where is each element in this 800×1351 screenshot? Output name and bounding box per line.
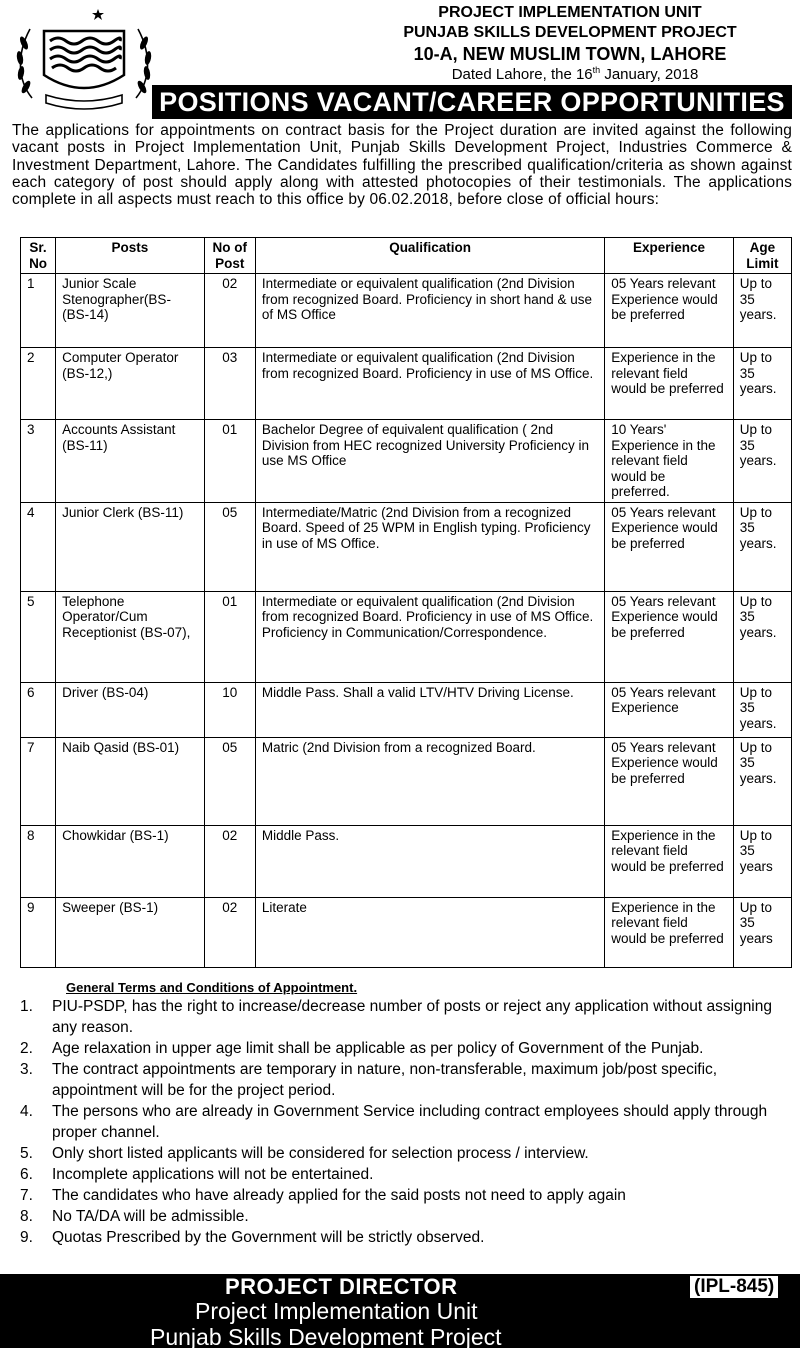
list-item xyxy=(20,996,790,1038)
table-row xyxy=(21,897,792,967)
footer-project: Punjab Skills Development Project xyxy=(150,1324,502,1350)
cell-no-of-post: 10 xyxy=(204,682,255,737)
term-text: Incomplete applications will not be entertained. xyxy=(52,1166,374,1183)
page-title-banner: POSITIONS VACANT/CAREER OPPORTUNITIES xyxy=(152,85,792,119)
cell-sr-no: 8 xyxy=(21,825,56,897)
cell-no-of-post: 05 xyxy=(204,502,255,591)
cell-sr-no: 7 xyxy=(21,737,56,825)
term-text: Only short listed applicants will be considered for selection process / interview. xyxy=(52,1145,589,1162)
table-row xyxy=(21,274,792,348)
cell-experience: 05 Years relevant Experience would be preferred xyxy=(605,274,734,348)
terms-title: General Terms and Conditions of Appointment. xyxy=(66,980,358,995)
cell-experience: 10 Years' Experience in the relevant field would be preferred. xyxy=(605,420,734,503)
cell-post: Accounts Assistant (BS-11) xyxy=(56,420,205,503)
table-row xyxy=(21,591,792,682)
list-item xyxy=(20,1143,790,1164)
cell-qualification: Intermediate or equivalent qualification (2nd Division from recognized Board. Proficiency in short hand & use of MS Office xyxy=(255,274,604,348)
table-row xyxy=(21,825,792,897)
header-address: 10-A, NEW MUSLIM TOWN, LAHORE xyxy=(413,44,727,64)
cell-qualification: Literate xyxy=(255,897,604,967)
cell-post: Driver (BS-04) xyxy=(56,682,205,737)
term-number: 8. xyxy=(20,1208,33,1225)
term-text: The persons who are already in Government Service including contract employees should apply through proper channel. xyxy=(52,1103,768,1141)
cell-sr-no: 6 xyxy=(21,682,56,737)
cell-sr-no: 1 xyxy=(21,274,56,348)
list-item xyxy=(20,1059,790,1101)
list-item xyxy=(20,1185,790,1206)
cell-sr-no: 2 xyxy=(21,348,56,420)
header-project-name: PUNJAB SKILLS DEVELOPMENT PROJECT xyxy=(403,24,737,41)
table-row xyxy=(21,420,792,503)
term-number: 1. xyxy=(20,998,33,1015)
positions-table xyxy=(20,237,792,968)
cell-post: Computer Operator (BS-12,) xyxy=(56,348,205,420)
header-qualification: Qualification xyxy=(255,238,604,274)
footer-signature-block xyxy=(0,1274,800,1348)
cell-sr-no: 3 xyxy=(21,420,56,503)
cell-post: Chowkidar (BS-1) xyxy=(56,825,205,897)
table-row xyxy=(21,502,792,591)
cell-age-limit: Up to 35 years. xyxy=(733,591,791,682)
cell-experience: Experience in the relevant field would be preferred xyxy=(605,825,734,897)
cell-no-of-post: 01 xyxy=(204,591,255,682)
footer-unit: Project Implementation Unit xyxy=(195,1298,478,1324)
footer-ad-code: (IPL-845) xyxy=(690,1276,778,1298)
cell-age-limit: Up to 35 years. xyxy=(733,502,791,591)
cell-sr-no: 5 xyxy=(21,591,56,682)
term-number: 4. xyxy=(20,1103,33,1120)
term-text: PIU-PSDP, has the right to increase/decrease number of posts or reject any application without assigning any reason. xyxy=(52,998,772,1036)
punjab-government-emblem-icon xyxy=(10,3,158,115)
term-number: 9. xyxy=(20,1229,33,1246)
term-number: 2. xyxy=(20,1040,33,1057)
term-number: 3. xyxy=(20,1061,33,1078)
cell-post: Junior Scale Stenographer(BS-(BS-14) xyxy=(56,274,205,348)
list-item xyxy=(20,1206,790,1227)
cell-age-limit: Up to 35 years xyxy=(733,825,791,897)
cell-age-limit: Up to 35 years. xyxy=(733,348,791,420)
cell-post: Telephone Operator/Cum Receptionist (BS-07), xyxy=(56,591,205,682)
header-posts: Posts xyxy=(56,238,205,274)
term-text: Age relaxation in upper age limit shall be applicable as per policy of Government of the Punjab. xyxy=(52,1040,704,1057)
cell-no-of-post: 02 xyxy=(204,825,255,897)
cell-post: Junior Clerk (BS-11) xyxy=(56,502,205,591)
cell-post: Sweeper (BS-1) xyxy=(56,897,205,967)
cell-experience: Experience in the relevant field would be preferred xyxy=(605,897,734,967)
cell-no-of-post: 01 xyxy=(204,420,255,503)
cell-experience: Experience in the relevant field would be preferred xyxy=(605,348,734,420)
cell-sr-no: 4 xyxy=(21,502,56,591)
cell-qualification: Intermediate/Matric (2nd Division from a recognized Board. Speed of 25 WPM in English typing. Proficiency in use of MS Office. xyxy=(255,502,604,591)
cell-age-limit: Up to 35 years. xyxy=(733,682,791,737)
term-text: No TA/DA will be admissible. xyxy=(52,1208,249,1225)
cell-age-limit: Up to 35 years. xyxy=(733,274,791,348)
list-item xyxy=(20,1164,790,1185)
cell-no-of-post: 02 xyxy=(204,897,255,967)
cell-experience: 05 Years relevant Experience would be preferred xyxy=(605,591,734,682)
header-sr-no: Sr. No xyxy=(21,238,56,274)
header-unit-name: PROJECT IMPLEMENTATION UNIT xyxy=(438,4,702,21)
table-header-row xyxy=(21,238,792,274)
header-experience: Experience xyxy=(605,238,734,274)
cell-no-of-post: 03 xyxy=(204,348,255,420)
header-no-of-post: No of Post xyxy=(204,238,255,274)
cell-qualification: Middle Pass. xyxy=(255,825,604,897)
cell-age-limit: Up to 35 years. xyxy=(733,420,791,503)
cell-experience: 05 Years relevant Experience would be preferred xyxy=(605,502,734,591)
table-row xyxy=(21,348,792,420)
cell-no-of-post: 02 xyxy=(204,274,255,348)
cell-qualification: Intermediate or equivalent qualification (2nd Division from recognized Board. Proficiency in use of MS Office. Proficiency in Communication/Correspondence. xyxy=(255,591,604,682)
cell-qualification: Matric (2nd Division from a recognized Board. xyxy=(255,737,604,825)
terms-list xyxy=(20,996,790,1248)
header-age-limit: Age Limit xyxy=(733,238,791,274)
term-number: 7. xyxy=(20,1187,33,1204)
cell-post: Naib Qasid (BS-01) xyxy=(56,737,205,825)
term-text: Quotas Prescribed by the Government will be strictly observed. xyxy=(52,1229,485,1246)
term-text: The candidates who have already applied for the said posts not need to apply again xyxy=(52,1187,626,1204)
table-row xyxy=(21,737,792,825)
list-item xyxy=(20,1101,790,1143)
list-item xyxy=(20,1038,790,1059)
cell-no-of-post: 05 xyxy=(204,737,255,825)
cell-experience: 05 Years relevant Experience would be preferred xyxy=(605,737,734,825)
list-item xyxy=(20,1227,790,1248)
footer-title: PROJECT DIRECTOR xyxy=(225,1274,458,1299)
intro-paragraph: The applications for appointments on contract basis for the Project duration are invited against the following vacant posts in Project Implementation Unit, Punjab Skills Development Project, Industries Commerce & Investment Department, Lahore. The Candidates fulfilling the prescribed qualification/criteria as shown against each category of post should apply along with attested photocopies of their testimonials. The applications complete in all aspects must reach to this office by 06.02.2018, before close of official hours: xyxy=(12,122,792,209)
cell-age-limit: Up to 35 years xyxy=(733,897,791,967)
term-number: 5. xyxy=(20,1145,33,1162)
term-number: 6. xyxy=(20,1166,33,1183)
cell-sr-no: 9 xyxy=(21,897,56,967)
cell-qualification: Middle Pass. Shall a valid LTV/HTV Driving License. xyxy=(255,682,604,737)
header-date: Dated Lahore, the 16th January, 2018 xyxy=(451,65,699,83)
cell-qualification: Bachelor Degree of equivalent qualification ( 2nd Division from HEC recognized University Proficiency in use MS Office xyxy=(255,420,604,503)
cell-experience: 05 Years relevant Experience xyxy=(605,682,734,737)
cell-qualification: Intermediate or equivalent qualification (2nd Division from recognized Board. Proficiency in use of MS Office. xyxy=(255,348,604,420)
table-row xyxy=(21,682,792,737)
cell-age-limit: Up to 35 years. xyxy=(733,737,791,825)
term-text: The contract appointments are temporary in nature, non-transferable, maximum job/post specific, appointment will be for the project period. xyxy=(52,1061,718,1099)
